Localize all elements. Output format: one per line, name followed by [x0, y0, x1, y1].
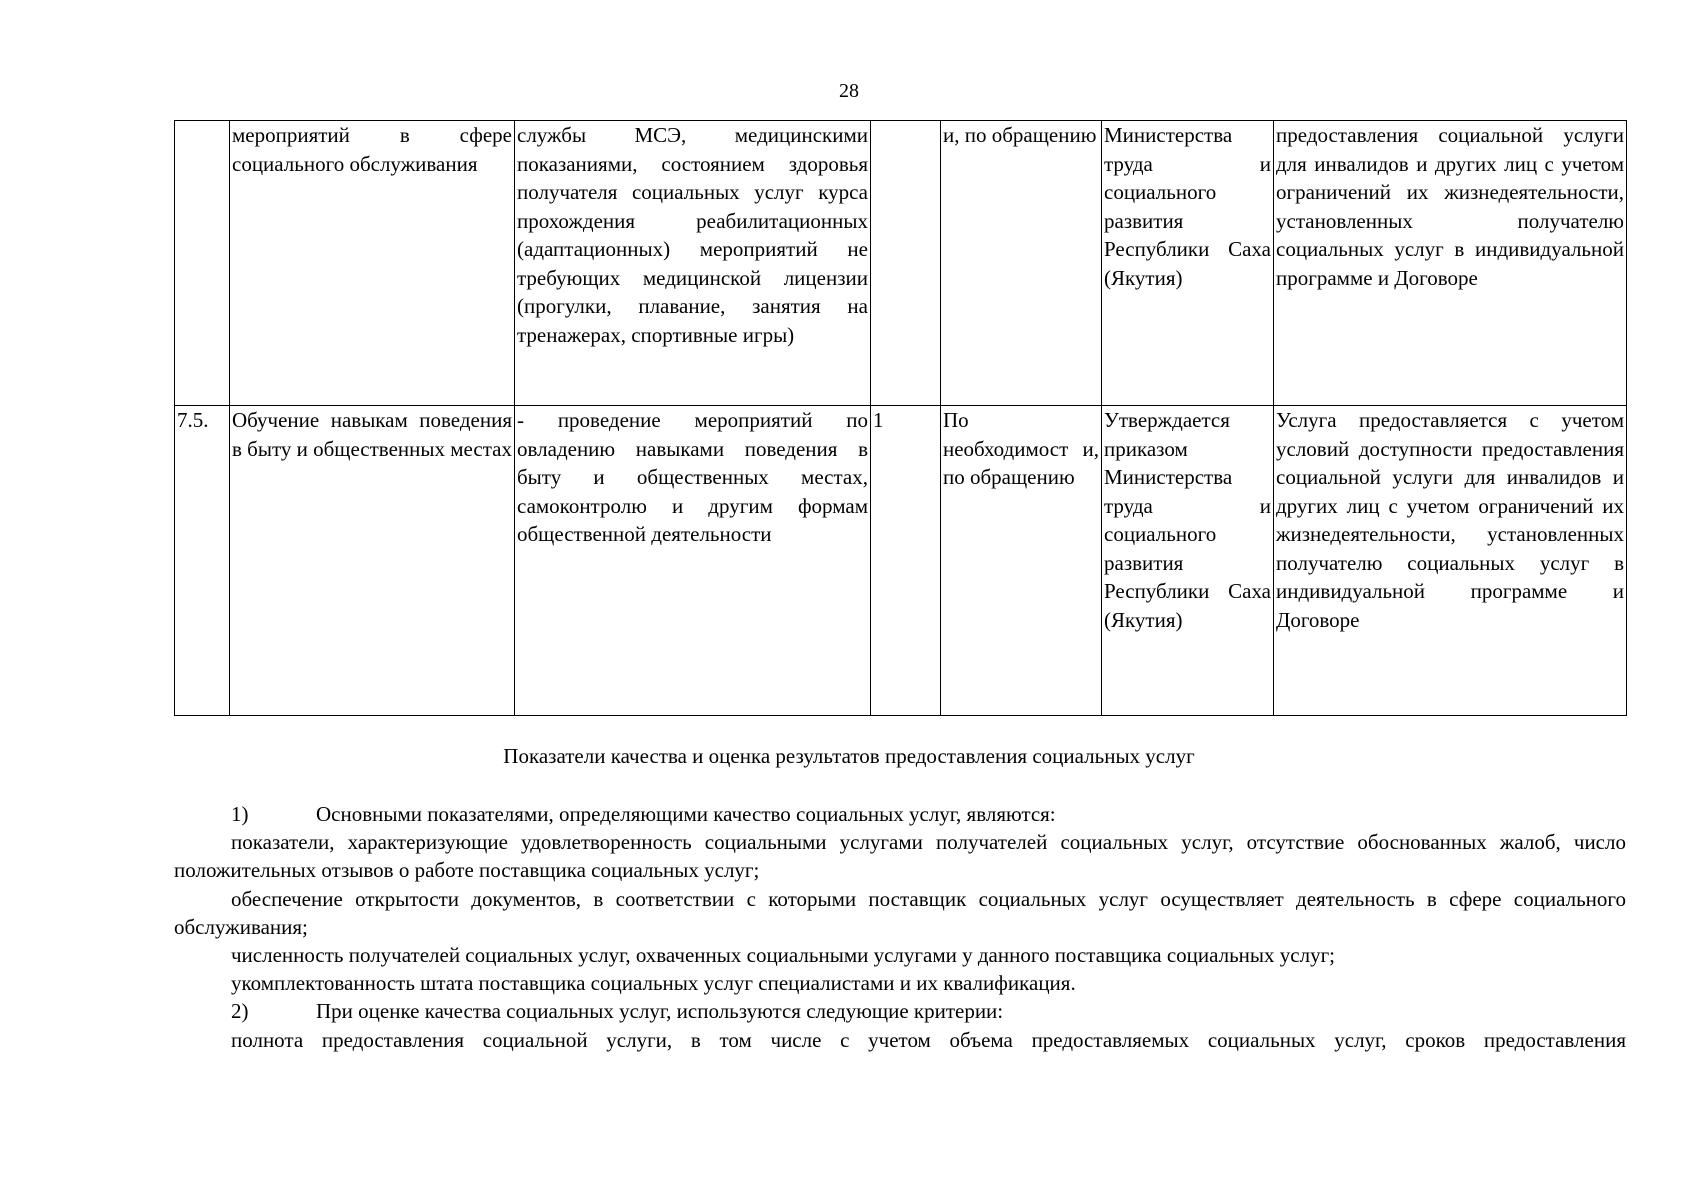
cell-number [175, 121, 230, 406]
cell-tariff: Утверждается приказом Министерства труда и социального развития Республики Саха (Якутия) [1102, 406, 1274, 716]
table-row [175, 406, 1627, 716]
paragraph-text: При оценке качества социальных услуг, используются следующие критерии: [316, 999, 1004, 1024]
paragraph-text: Основными показателями, определяющими качество социальных услуг, являются: [316, 802, 1056, 826]
cell-period: По необходимост и, по обращению [941, 406, 1102, 716]
paragraph [174, 800, 1626, 828]
cell-conditions: Услуга предоставляется с учетом условий доступности предоставления социальной услуги для инвалидов и других лиц с учетом ограничений их жизнедеятельности, установленных получателю социальных услуг в индивидуальной программе и Договоре [1274, 406, 1627, 716]
paragraph: полнота предоставления социальной услуги, в том числе с учетом объема предоставляемых социальных услуг, сроков предоставления [231, 1027, 1626, 1052]
quality-indicators-text [174, 800, 1626, 1054]
section-title: Показатели качества и оценка результатов предоставления социальных услуг [503, 744, 1195, 768]
cell-tariff: Министерства труда и социального развития Республики Саха (Якутия) [1102, 121, 1274, 406]
cell-volume [871, 121, 941, 406]
list-number: 2) [231, 999, 249, 1024]
cell-service-name: Обучение навыкам поведения в быту и общественных местах [230, 406, 515, 716]
cell-period: и, по обращению [941, 121, 1102, 406]
list-number: 1) [231, 802, 249, 826]
cell-service-name: мероприятий в сфере социального обслуживания [230, 121, 515, 406]
paragraph: численность получателей социальных услуг, охваченных социальными услугами у данного поставщика социальных услуг; [231, 943, 1336, 968]
cell-service-description: - проведение мероприятий по овладению навыками поведения в быту и общественных местах, самоконтролю и другим формам общественной деятельности [515, 406, 871, 716]
cell-volume: 1 [871, 406, 941, 716]
paragraph: обеспечение открытости документов, в соответствии с которыми поставщик социальных услуг осуществляет деятельность в сфере социального обслуживания; [174, 886, 1626, 939]
paragraph: показатели, характеризующие удовлетворенность социальными услугами получателей социальных услуг, отсутствие обоснованных жалоб, число положительных отзывов о работе поставщика социальных услуг; [174, 830, 1626, 883]
table-row [175, 121, 1627, 406]
paragraph [174, 997, 1626, 1025]
cell-conditions: предоставления социальной услуги для инвалидов и других лиц с учетом ограничений их жизнедеятельности, установленных получателю социальных услуг в индивидуальной программе и Договоре [1274, 121, 1627, 406]
cell-service-description: службы МСЭ, медицинскими показаниями, состоянием здоровья получателя социальных услуг курса прохождения реабилитационных (адаптационных) мероприятий не требующих медицинской лицензии (прогулки, плавание, занятия на тренажерах, спортивные игры) [515, 121, 871, 406]
paragraph: укомплектованность штата поставщика социальных услуг специалистами и их квалификация. [231, 971, 1076, 996]
page-number: 28 [839, 80, 859, 102]
cell-number: 7.5. [175, 406, 230, 716]
services-table [174, 120, 1627, 716]
